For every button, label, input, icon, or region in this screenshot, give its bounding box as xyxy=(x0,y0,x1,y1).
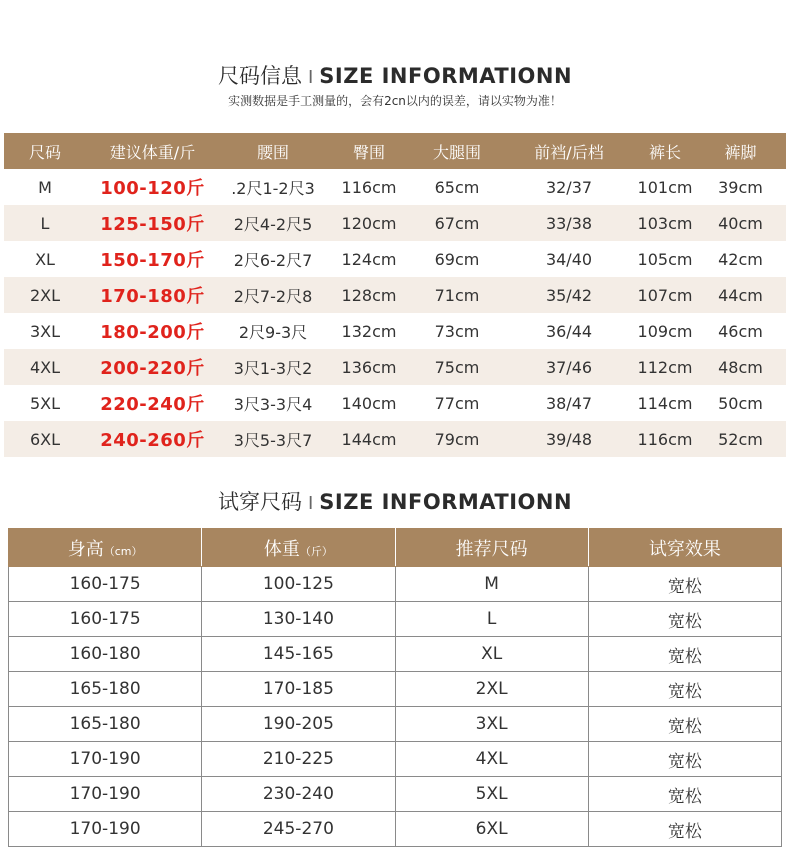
measure-cell: 42cm xyxy=(718,249,763,269)
height-cell: 170-190 xyxy=(9,812,202,847)
measure-cell: 69cm xyxy=(434,249,480,269)
measure-cell: 128cm xyxy=(341,285,397,305)
fit-cell: 宽松 xyxy=(588,637,781,672)
size-table-header xyxy=(4,133,786,169)
fit-info-title-en: SIZE INFORMATIONN xyxy=(319,490,573,514)
size-cell: M xyxy=(38,177,52,197)
height-cell: 165-180 xyxy=(9,672,202,707)
fit-cell: 宽松 xyxy=(588,567,781,602)
table-row xyxy=(4,385,786,421)
measure-cell: 46cm xyxy=(718,321,763,341)
table-row xyxy=(9,637,782,672)
size-cell: 3XL xyxy=(395,707,588,742)
header-cell: 大腿围 xyxy=(432,142,481,162)
height-cell: 160-180 xyxy=(9,637,202,672)
size-cell: 2XL xyxy=(29,285,61,305)
header-label: 体重 xyxy=(263,538,300,560)
size-cell: M xyxy=(395,567,588,602)
fit-cell: 宽松 xyxy=(588,777,781,812)
size-cell: 4XL xyxy=(29,357,61,377)
measure-cell: 2尺7-2尺8 xyxy=(233,286,313,306)
size-table-body xyxy=(4,169,786,457)
measure-cell: 73cm xyxy=(434,321,480,341)
measurement-note: 实测数据是手工测量的，会有2cn以内的误差，请以实物为准！ xyxy=(228,94,562,108)
fit-cell: 宽松 xyxy=(588,602,781,637)
size-info-title-cn: 尺码信息 xyxy=(217,64,302,88)
header-cell: 臀围 xyxy=(352,142,385,162)
measure-cell: 3尺3-3尺4 xyxy=(233,394,313,414)
size-cell: L xyxy=(395,602,588,637)
weight-cell: 200-220斤 xyxy=(100,358,205,379)
measure-cell: 3尺5-3尺7 xyxy=(233,430,313,450)
measure-cell: 79cm xyxy=(434,429,480,449)
size-cell: L xyxy=(40,213,50,233)
measure-cell: 101cm xyxy=(637,177,693,197)
fit-cell: 宽松 xyxy=(588,742,781,777)
header-cell xyxy=(588,529,781,567)
table-row xyxy=(9,602,782,637)
size-cell: XL xyxy=(35,249,55,269)
height-cell: 170-190 xyxy=(9,777,202,812)
header-unit: （cm） xyxy=(103,544,143,558)
size-info-title xyxy=(0,60,790,90)
weight-cell: 245-270 xyxy=(202,812,395,847)
header-label: 身高 xyxy=(67,538,104,560)
size-cell: 6XL xyxy=(29,429,61,449)
table-row xyxy=(9,777,782,812)
measure-cell: 34/40 xyxy=(545,249,593,269)
measure-cell: 144cm xyxy=(341,429,397,449)
table-row xyxy=(9,567,782,602)
table-row xyxy=(4,169,786,205)
table-row xyxy=(4,241,786,277)
height-cell: 160-175 xyxy=(9,602,202,637)
weight-cell: 190-205 xyxy=(202,707,395,742)
header-label: 试穿效果 xyxy=(648,538,721,560)
measure-cell: 50cm xyxy=(718,393,763,413)
size-cell: XL xyxy=(395,637,588,672)
measure-cell: 65cm xyxy=(434,177,480,197)
size-cell: 3XL xyxy=(29,321,61,341)
table-row xyxy=(9,812,782,847)
weight-cell: 230-240 xyxy=(202,777,395,812)
measure-cell: 48cm xyxy=(718,357,763,377)
header-cell: 建议体重/斤 xyxy=(109,142,196,162)
measure-cell: 35/42 xyxy=(545,285,593,305)
measure-cell: .2尺1-2尺3 xyxy=(231,178,315,198)
fit-info-title-cn: 试穿尺码 xyxy=(217,490,302,514)
measure-cell: 136cm xyxy=(341,357,397,377)
title-separator: I xyxy=(307,493,314,514)
weight-cell: 180-200斤 xyxy=(100,322,205,343)
measure-cell: 105cm xyxy=(637,249,693,269)
header-cell: 尺码 xyxy=(28,142,61,162)
measure-cell: 114cm xyxy=(637,393,693,413)
header-cell xyxy=(202,529,395,567)
fit-cell: 宽松 xyxy=(588,707,781,742)
weight-cell: 125-150斤 xyxy=(100,214,205,235)
header-unit: （斤） xyxy=(299,544,333,558)
measure-cell: 109cm xyxy=(637,321,693,341)
height-cell: 165-180 xyxy=(9,707,202,742)
title-separator: I xyxy=(307,67,314,88)
header-cell: 裤脚 xyxy=(724,142,757,162)
weight-cell: 100-120斤 xyxy=(100,178,205,199)
table-row xyxy=(4,421,786,457)
measure-cell: 67cm xyxy=(434,213,480,233)
size-table xyxy=(4,133,786,457)
measure-cell: 132cm xyxy=(341,321,397,341)
fit-table-body xyxy=(9,567,782,847)
weight-cell: 170-180斤 xyxy=(100,286,205,307)
size-cell: 5XL xyxy=(29,393,61,413)
header-cell xyxy=(395,529,588,567)
measure-cell: 3尺1-3尺2 xyxy=(233,358,313,378)
measure-cell: 44cm xyxy=(718,285,763,305)
table-row xyxy=(4,205,786,241)
measure-cell: 75cm xyxy=(434,357,480,377)
measure-cell: 116cm xyxy=(341,177,397,197)
table-row xyxy=(9,742,782,777)
weight-cell: 130-140 xyxy=(202,602,395,637)
weight-cell: 220-240斤 xyxy=(100,394,205,415)
fit-table xyxy=(8,528,782,847)
size-info-title-en: SIZE INFORMATIONN xyxy=(319,64,573,88)
size-cell: 2XL xyxy=(395,672,588,707)
weight-cell: 210-225 xyxy=(202,742,395,777)
measure-cell: 2尺9-3尺 xyxy=(238,322,308,342)
measure-cell: 77cm xyxy=(434,393,480,413)
measure-cell: 33/38 xyxy=(545,213,593,233)
table-row xyxy=(4,349,786,385)
header-cell: 腰围 xyxy=(256,142,289,162)
fit-cell: 宽松 xyxy=(588,672,781,707)
measure-cell: 71cm xyxy=(434,285,480,305)
weight-cell: 240-260斤 xyxy=(100,430,205,451)
fit-info-title xyxy=(0,486,790,516)
table-row xyxy=(4,277,786,313)
measure-cell: 32/37 xyxy=(545,177,593,197)
header-cell: 裤长 xyxy=(648,142,681,162)
measure-cell: 37/46 xyxy=(545,357,593,377)
measure-cell: 2尺6-2尺7 xyxy=(233,250,313,270)
table-row xyxy=(9,672,782,707)
measure-cell: 107cm xyxy=(637,285,693,305)
height-cell: 170-190 xyxy=(9,742,202,777)
measure-cell: 120cm xyxy=(341,213,397,233)
measure-cell: 36/44 xyxy=(545,321,593,341)
weight-cell: 145-165 xyxy=(202,637,395,672)
size-cell: 5XL xyxy=(395,777,588,812)
table-row xyxy=(4,313,786,349)
weight-cell: 150-170斤 xyxy=(100,250,205,271)
header-label: 推荐尺码 xyxy=(455,538,528,560)
measure-cell: 40cm xyxy=(718,213,763,233)
measure-cell: 39/48 xyxy=(545,429,593,449)
fit-table-header xyxy=(9,529,782,567)
measure-cell: 103cm xyxy=(637,213,693,233)
weight-cell: 100-125 xyxy=(202,567,395,602)
header-cell xyxy=(9,529,202,567)
weight-cell: 170-185 xyxy=(202,672,395,707)
size-cell: 4XL xyxy=(395,742,588,777)
measure-cell: 140cm xyxy=(341,393,397,413)
measure-cell: 39cm xyxy=(718,177,763,197)
table-row xyxy=(9,707,782,742)
fit-cell: 宽松 xyxy=(588,812,781,847)
measure-cell: 52cm xyxy=(718,429,763,449)
measure-cell: 116cm xyxy=(637,429,693,449)
height-cell: 160-175 xyxy=(9,567,202,602)
measure-cell: 38/47 xyxy=(545,393,593,413)
measure-cell: 2尺4-2尺5 xyxy=(233,214,313,234)
measure-cell: 112cm xyxy=(637,357,693,377)
measure-cell: 124cm xyxy=(341,249,397,269)
header-cell: 前裆/后档 xyxy=(534,142,604,162)
size-cell: 6XL xyxy=(395,812,588,847)
